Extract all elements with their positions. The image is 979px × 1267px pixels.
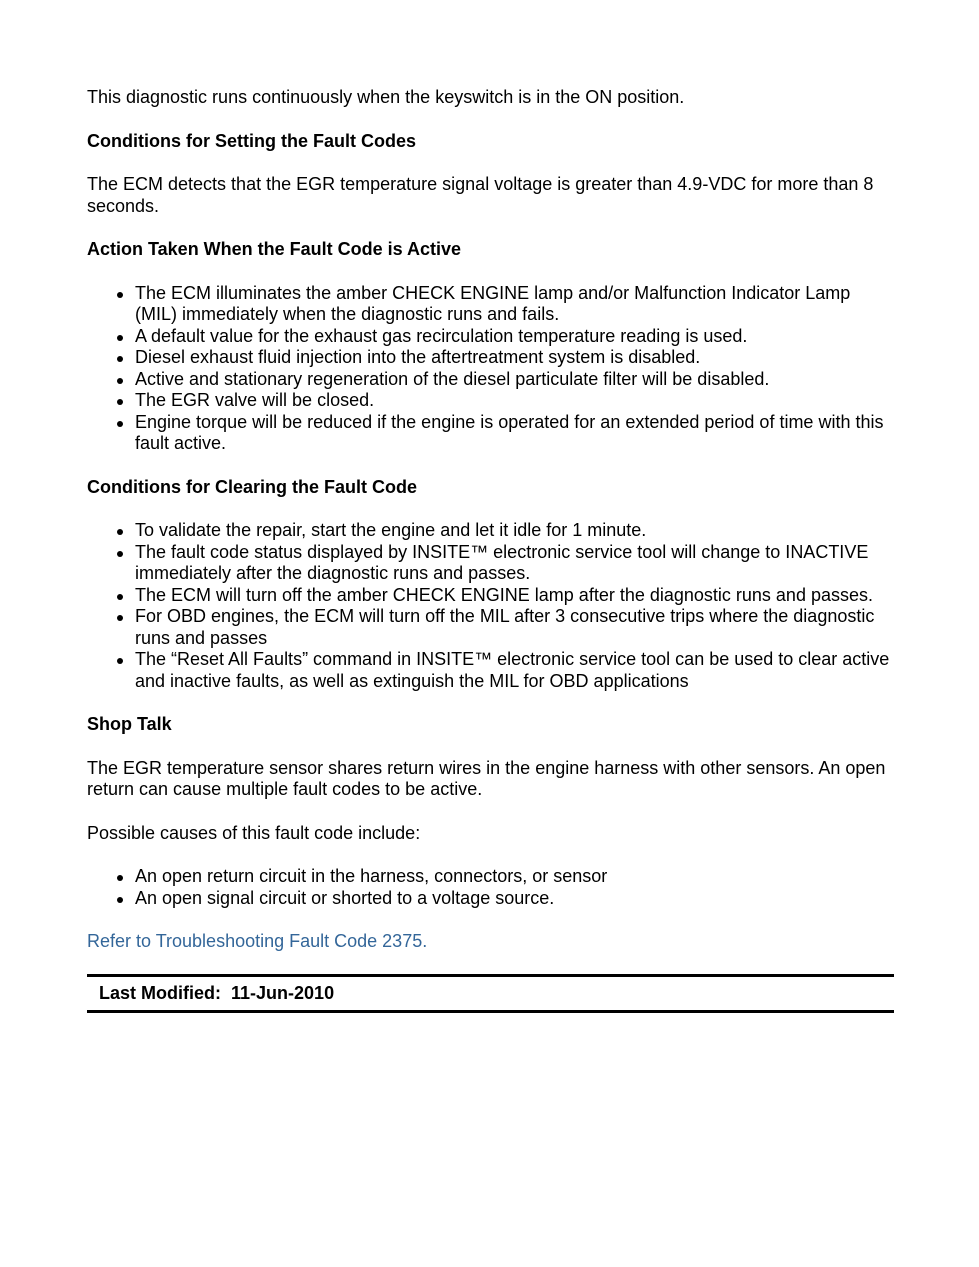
list-item: A default value for the exhaust gas recirculation temperature reading is used. [135, 326, 897, 348]
troubleshooting-link[interactable]: Refer to Troubleshooting Fault Code 2375. [87, 931, 428, 951]
list-item: To validate the repair, start the engine and let it idle for 1 minute. [135, 520, 897, 542]
list-item: Engine torque will be reduced if the engine is operated for an extended period of time with this fault active. [135, 412, 897, 455]
list-item: Active and stationary regeneration of the diesel particulate filter will be disabled. [135, 369, 897, 391]
action-list [87, 283, 897, 455]
setting-paragraph: The ECM detects that the EGR temperature signal voltage is greater than 4.9-VDC for more than 8 seconds. [87, 174, 874, 216]
document-content [87, 87, 897, 1013]
last-modified-label: Last Modified: [99, 982, 221, 1003]
clearing-heading: Conditions for Clearing the Fault Code [87, 476, 417, 497]
shop-talk-heading: Shop Talk [87, 714, 172, 734]
setting-heading: Conditions for Setting the Fault Codes [87, 130, 416, 151]
last-modified-footer [87, 974, 894, 1014]
list-item: An open signal circuit or shorted to a voltage source. [135, 888, 897, 910]
list-item: Diesel exhaust fluid injection into the aftertreatment system is disabled. [135, 347, 897, 369]
list-item: The EGR valve will be closed. [135, 390, 897, 412]
causes-intro: Possible causes of this fault code include: [87, 822, 421, 843]
action-heading: Action Taken When the Fault Code is Active [87, 239, 462, 259]
clearing-list [87, 520, 897, 692]
shop-talk-paragraph: The EGR temperature sensor shares return wires in the engine harness with other sensors. An open return can cause multiple fault codes to be active. [87, 757, 886, 799]
list-item: For OBD engines, the ECM will turn off the MIL after 3 consecutive trips where the diagnostic runs and passes [135, 606, 897, 649]
causes-list [87, 866, 897, 909]
list-item: The fault code status displayed by INSITE™ electronic service tool will change to INACTIVE immediately after the diagnostic runs and passes. [135, 542, 897, 585]
last-modified-date: 11-Jun-2010 [231, 982, 335, 1003]
list-item: The “Reset All Faults” command in INSITE™ electronic service tool can be used to clear active and inactive faults, as well as extinguish the MIL for OBD applications [135, 649, 897, 692]
list-item: The ECM illuminates the amber CHECK ENGINE lamp and/or Malfunction Indicator Lamp (MIL) immediately when the diagnostic runs and fails. [135, 283, 897, 326]
intro-paragraph: This diagnostic runs continuously when the keyswitch is in the ON position. [87, 87, 685, 107]
list-item: An open return circuit in the harness, connectors, or sensor [135, 866, 897, 888]
list-item: The ECM will turn off the amber CHECK ENGINE lamp after the diagnostic runs and passes. [135, 585, 897, 607]
